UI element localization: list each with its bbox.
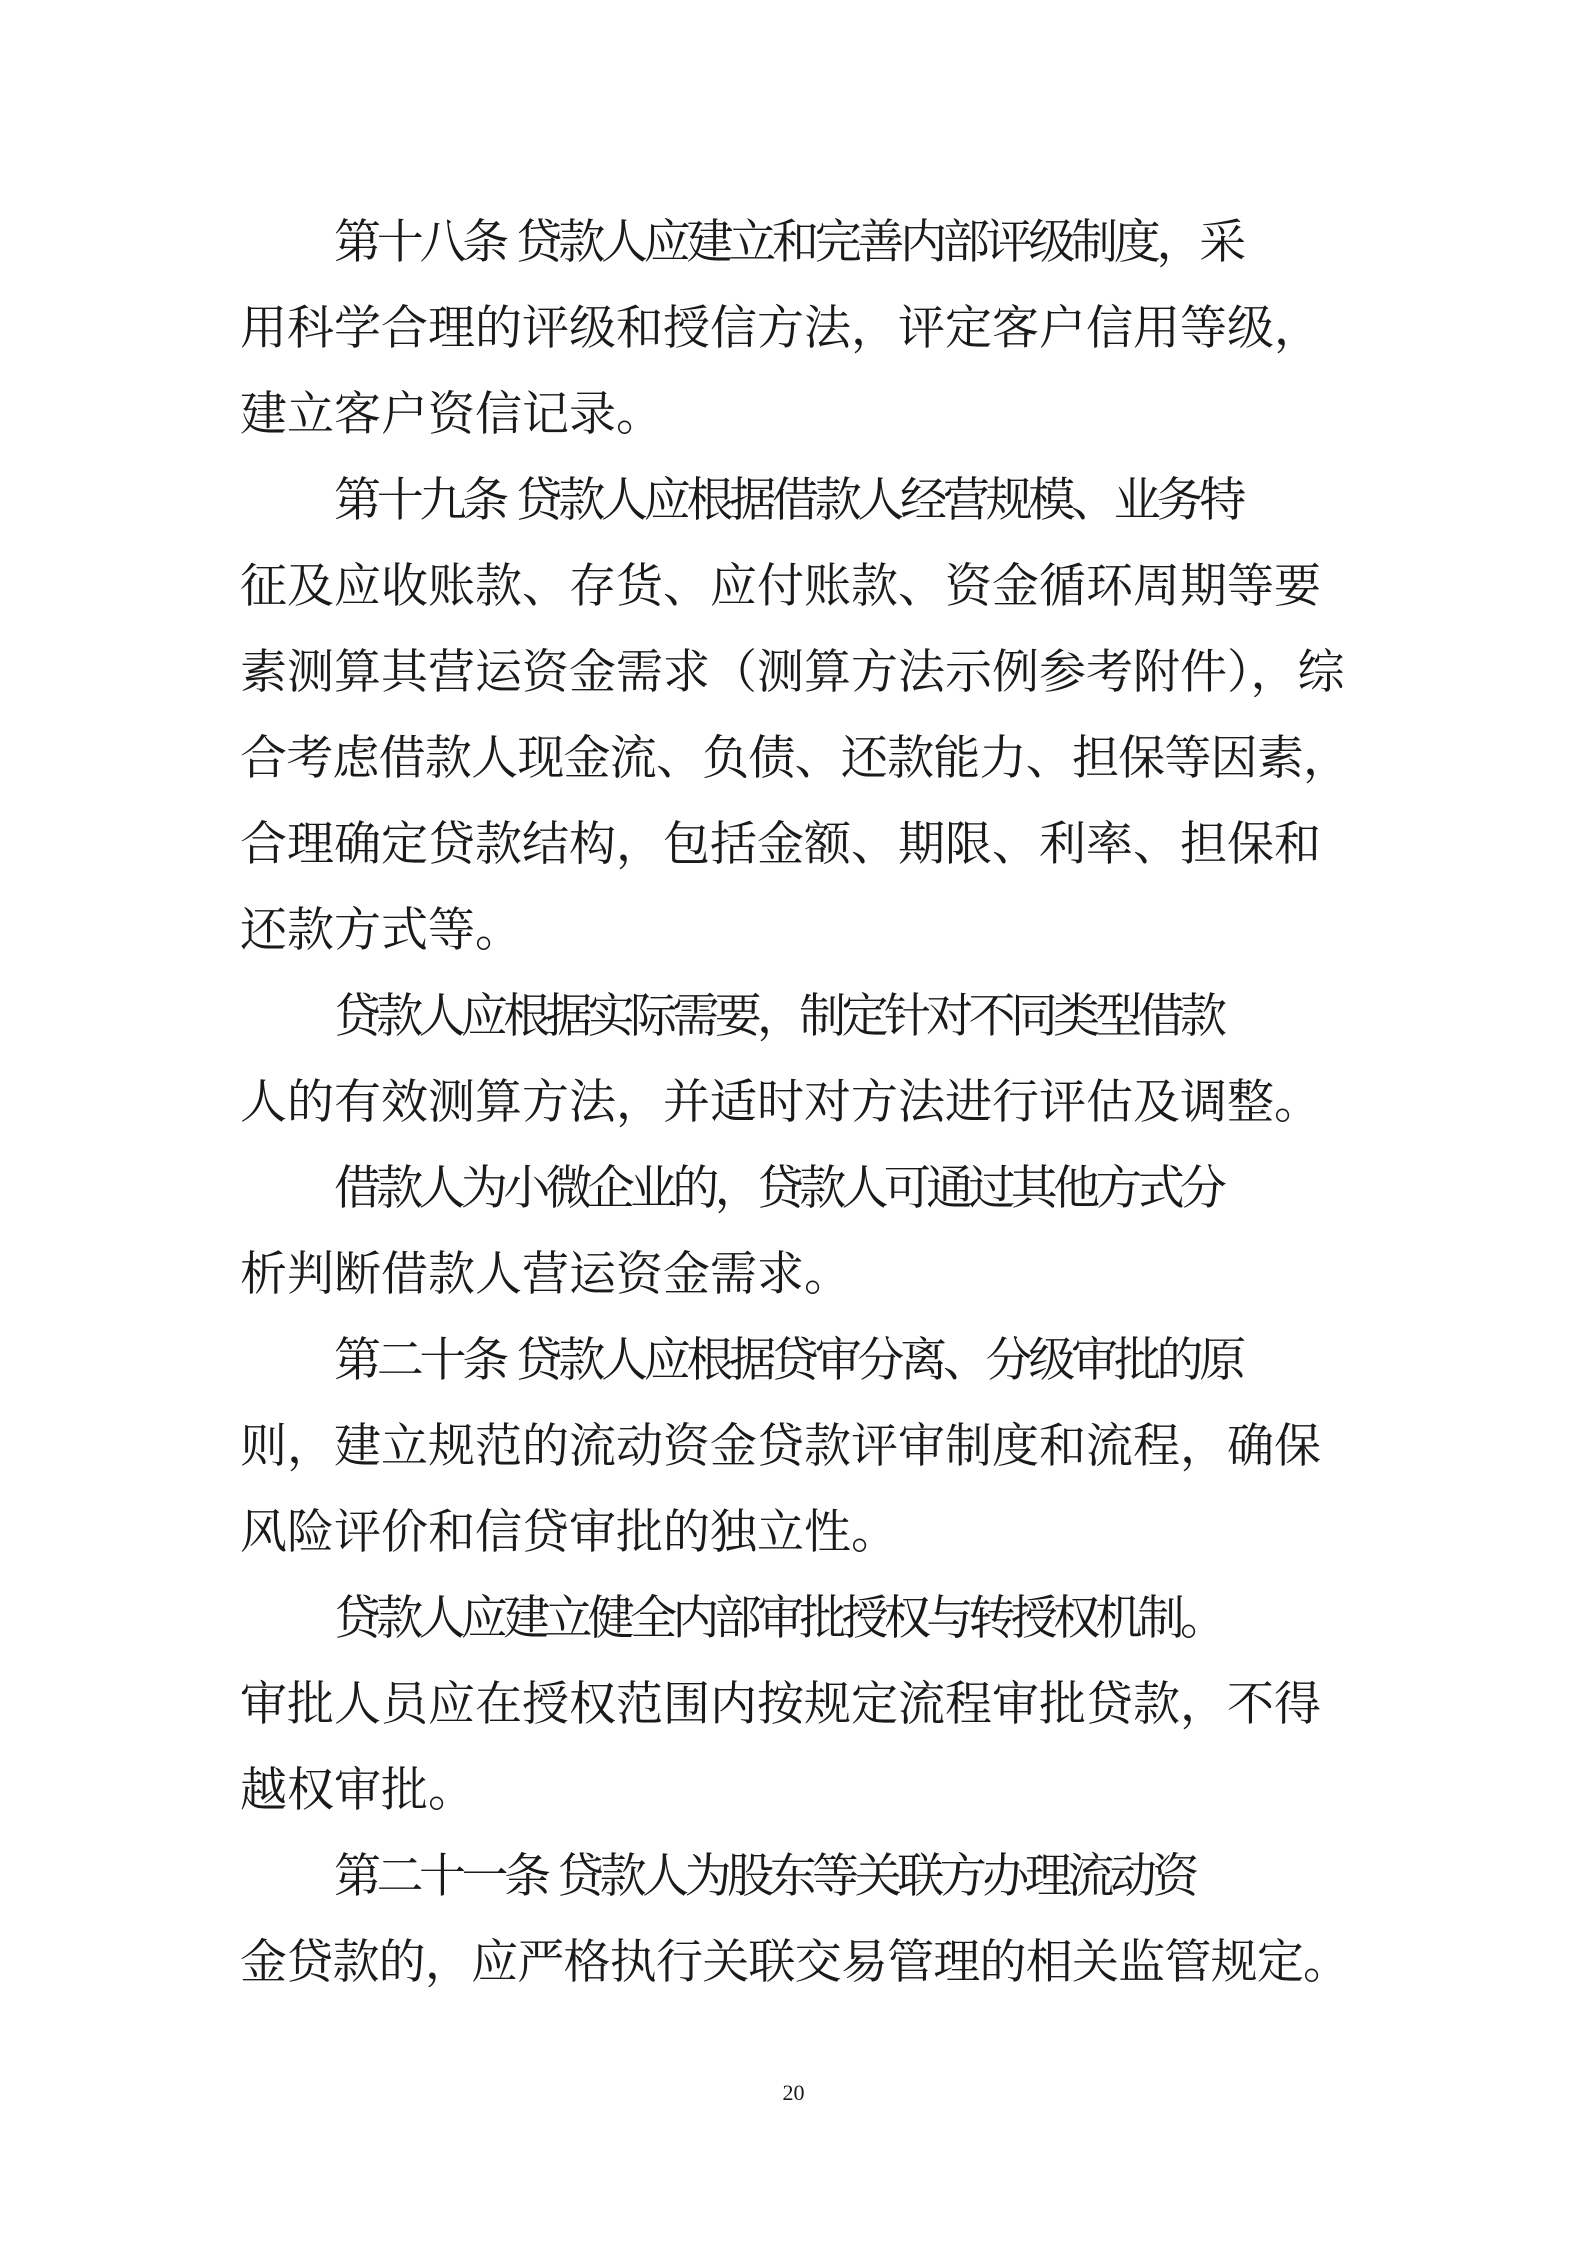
text-line: 人的有效测算方法，并适时对方法进行评估及调整。	[240, 1075, 1321, 1130]
text-line: 征及应收账款、存货、应付账款、资金循环周期等要	[240, 559, 1321, 614]
page-number: 20	[782, 2080, 805, 2105]
text-line: 则，建立规范的流动资金贷款评审制度和流程，确保	[240, 1419, 1321, 1474]
text-line: 贷款人应根据实际需要，制定针对不同类型借款	[334, 989, 1223, 1044]
text-line: 贷款人应建立健全内部审批授权与转授权机制。	[334, 1591, 1223, 1646]
text-line: 第二十一条 贷款人为股东等关联方办理流动资	[334, 1849, 1195, 1904]
text-line: 第十八条 贷款人应建立和完善内部评级制度，采	[334, 215, 1242, 270]
text-line: 合理确定贷款结构，包括金额、期限、利率、担保和	[240, 817, 1321, 872]
text-line: 风险评价和信贷审批的独立性。	[240, 1505, 898, 1560]
text-line: 合考虑借款人现金流、负债、还款能力、担保等因素，	[240, 731, 1350, 786]
text-line: 第十九条 贷款人应根据借款人经营规模、业务特	[334, 473, 1242, 528]
text-line: 素测算其营运资金需求（测算方法示例参考附件），综	[240, 645, 1345, 700]
text-line: 审批人员应在授权范围内按规定流程审批贷款，不得	[240, 1677, 1321, 1732]
text-line: 越权审批。	[240, 1763, 475, 1818]
text-line: 金贷款的，应严格执行关联交易管理的相关监管规定。	[240, 1935, 1350, 1990]
text-line: 建立客户资信记录。	[240, 387, 663, 442]
text-line: 还款方式等。	[240, 903, 522, 958]
text-line: 借款人为小微企业的，贷款人可通过其他方式分	[334, 1161, 1223, 1216]
text-line: 第二十条 贷款人应根据贷审分离、分级审批的原	[334, 1333, 1242, 1388]
text-line: 用科学合理的评级和授信方法，评定客户信用等级，	[240, 301, 1321, 356]
text-line: 析判断借款人营运资金需求。	[240, 1247, 851, 1302]
